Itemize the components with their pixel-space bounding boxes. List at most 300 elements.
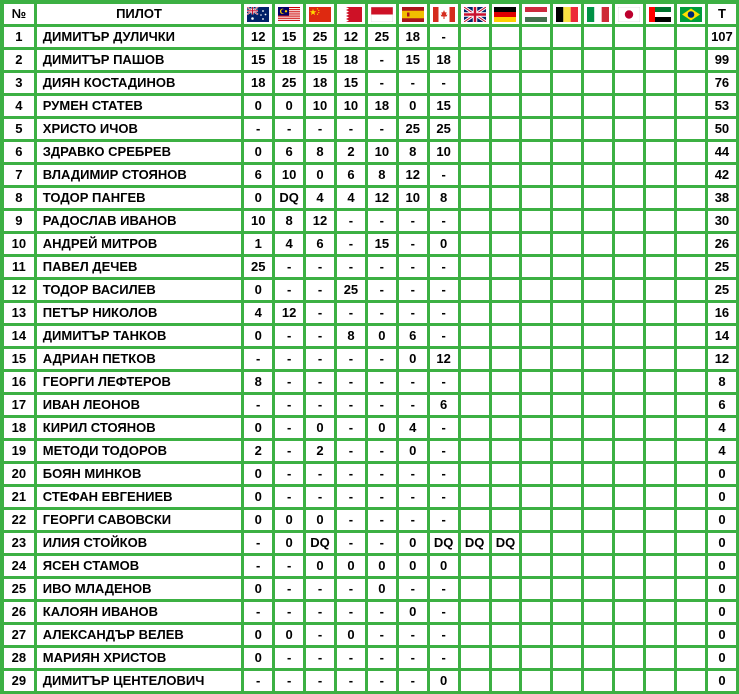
round-result: - <box>368 280 396 300</box>
table-row <box>4 50 736 70</box>
round-result <box>522 142 550 162</box>
round-result <box>646 510 674 530</box>
round-result <box>522 280 550 300</box>
round-result <box>553 50 581 70</box>
row-position: 22 <box>4 510 34 530</box>
flag-belgium-icon <box>556 7 578 22</box>
row-position: 23 <box>4 533 34 553</box>
round-result <box>584 464 612 484</box>
round-result <box>522 372 550 392</box>
header-round-2 <box>275 4 303 24</box>
round-result <box>615 303 643 323</box>
round-result <box>646 441 674 461</box>
round-result: 10 <box>244 211 272 231</box>
round-result <box>584 372 612 392</box>
round-result: - <box>275 464 303 484</box>
round-result <box>553 579 581 599</box>
table-row <box>4 579 736 599</box>
row-position: 6 <box>4 142 34 162</box>
round-result: 18 <box>430 50 458 70</box>
round-result <box>584 73 612 93</box>
round-result: - <box>244 395 272 415</box>
round-result <box>584 280 612 300</box>
round-result <box>522 602 550 622</box>
table-row <box>4 73 736 93</box>
round-result <box>584 648 612 668</box>
table-row <box>4 533 736 553</box>
round-result: 15 <box>306 50 334 70</box>
row-position: 8 <box>4 188 34 208</box>
round-result <box>584 487 612 507</box>
round-result <box>461 188 489 208</box>
round-result: 0 <box>244 142 272 162</box>
round-result: - <box>399 464 427 484</box>
round-result: - <box>430 648 458 668</box>
round-result <box>492 441 520 461</box>
row-position: 28 <box>4 648 34 668</box>
row-position: 12 <box>4 280 34 300</box>
round-result: - <box>368 510 396 530</box>
round-result: - <box>337 464 365 484</box>
round-result <box>646 625 674 645</box>
row-position: 26 <box>4 602 34 622</box>
pilot-name: ПАВЕЛ ДЕЧЕВ <box>37 257 241 277</box>
round-result: 4 <box>275 234 303 254</box>
round-result <box>461 119 489 139</box>
round-result: - <box>430 441 458 461</box>
pilot-name: ГЕОРГИ САВОВСКИ <box>37 510 241 530</box>
round-result <box>553 533 581 553</box>
round-result: 0 <box>244 464 272 484</box>
round-result: 15 <box>368 234 396 254</box>
round-result <box>553 211 581 231</box>
round-result <box>677 119 705 139</box>
flag-japan-icon <box>618 7 640 22</box>
row-total: 25 <box>708 257 736 277</box>
round-result <box>615 602 643 622</box>
round-result: 8 <box>368 165 396 185</box>
round-result <box>522 50 550 70</box>
round-result <box>677 257 705 277</box>
round-result: - <box>399 579 427 599</box>
round-result <box>646 487 674 507</box>
round-result: - <box>430 602 458 622</box>
round-result: - <box>399 280 427 300</box>
round-result <box>677 234 705 254</box>
row-position: 14 <box>4 326 34 346</box>
round-result: - <box>399 625 427 645</box>
round-result <box>522 648 550 668</box>
round-result <box>584 602 612 622</box>
round-result <box>584 671 612 691</box>
round-result <box>646 326 674 346</box>
round-result <box>584 119 612 139</box>
row-position: 1 <box>4 27 34 47</box>
round-result <box>584 142 612 162</box>
round-result <box>677 418 705 438</box>
table-row <box>4 372 736 392</box>
round-result: - <box>306 464 334 484</box>
round-result: 15 <box>244 50 272 70</box>
round-result <box>615 349 643 369</box>
round-result: - <box>337 303 365 323</box>
round-result: - <box>337 510 365 530</box>
round-result <box>522 441 550 461</box>
round-result: - <box>275 372 303 392</box>
row-total: 0 <box>708 510 736 530</box>
round-result: - <box>399 73 427 93</box>
flag-spain-icon <box>402 7 424 22</box>
round-result <box>492 510 520 530</box>
round-result: - <box>244 349 272 369</box>
round-result: 12 <box>399 165 427 185</box>
round-result: - <box>337 234 365 254</box>
round-result: - <box>275 556 303 576</box>
round-result: 0 <box>306 556 334 576</box>
round-result <box>615 533 643 553</box>
round-result: 0 <box>399 533 427 553</box>
round-result: - <box>275 441 303 461</box>
round-result <box>584 556 612 576</box>
round-result <box>461 464 489 484</box>
round-result <box>677 556 705 576</box>
round-result <box>461 579 489 599</box>
round-result: - <box>275 349 303 369</box>
pilot-name: ТОДОР ВАСИЛЕВ <box>37 280 241 300</box>
row-position: 15 <box>4 349 34 369</box>
round-result: - <box>306 671 334 691</box>
round-result <box>584 326 612 346</box>
round-result <box>615 96 643 116</box>
row-total: 8 <box>708 372 736 392</box>
flag-uk-icon <box>464 7 486 22</box>
round-result <box>553 648 581 668</box>
round-result <box>553 234 581 254</box>
round-result <box>492 556 520 576</box>
round-result <box>461 303 489 323</box>
round-result: 0 <box>368 556 396 576</box>
row-total: 99 <box>708 50 736 70</box>
round-result: - <box>368 602 396 622</box>
row-total: 38 <box>708 188 736 208</box>
round-result <box>584 303 612 323</box>
header-pilot: ПИЛОТ <box>37 4 241 24</box>
round-result <box>615 257 643 277</box>
row-total: 4 <box>708 418 736 438</box>
round-result: - <box>430 418 458 438</box>
round-result <box>492 671 520 691</box>
round-result <box>615 510 643 530</box>
row-total: 0 <box>708 579 736 599</box>
round-result: - <box>430 165 458 185</box>
round-result <box>461 326 489 346</box>
round-result <box>584 533 612 553</box>
table-row <box>4 165 736 185</box>
round-result: 25 <box>368 27 396 47</box>
round-result <box>461 50 489 70</box>
round-result: 0 <box>244 648 272 668</box>
round-result: - <box>275 671 303 691</box>
round-result <box>646 142 674 162</box>
round-result <box>522 27 550 47</box>
round-result <box>615 119 643 139</box>
row-position: 18 <box>4 418 34 438</box>
round-result: DQ <box>461 533 489 553</box>
round-result: 2 <box>244 441 272 461</box>
round-result: - <box>337 487 365 507</box>
round-result: - <box>368 211 396 231</box>
round-result: - <box>275 280 303 300</box>
round-result: - <box>368 395 396 415</box>
round-result: - <box>337 395 365 415</box>
table-row <box>4 648 736 668</box>
pilot-name: АНДРЕЙ МИТРОВ <box>37 234 241 254</box>
row-position: 7 <box>4 165 34 185</box>
round-result <box>553 280 581 300</box>
round-result <box>677 211 705 231</box>
round-result <box>522 188 550 208</box>
round-result <box>677 50 705 70</box>
round-result: 0 <box>244 487 272 507</box>
round-result <box>677 303 705 323</box>
round-result <box>461 418 489 438</box>
round-result <box>522 349 550 369</box>
round-result: - <box>430 487 458 507</box>
table-row <box>4 280 736 300</box>
round-result: - <box>244 119 272 139</box>
round-result: 25 <box>399 119 427 139</box>
pilot-name: ВЛАДИМИР СТОЯНОВ <box>37 165 241 185</box>
round-result <box>646 372 674 392</box>
pilot-name: РУМЕН СТАТЕВ <box>37 96 241 116</box>
round-result: 4 <box>337 188 365 208</box>
table-row <box>4 303 736 323</box>
round-result: 10 <box>275 165 303 185</box>
round-result: - <box>337 441 365 461</box>
round-result <box>646 533 674 553</box>
round-result: - <box>399 234 427 254</box>
round-result <box>584 188 612 208</box>
round-result: - <box>337 418 365 438</box>
round-result <box>553 142 581 162</box>
round-result: 8 <box>275 211 303 231</box>
round-result: - <box>399 648 427 668</box>
pilot-name: ГЕОРГИ ЛЕФТЕРОВ <box>37 372 241 392</box>
flag-hungary-icon <box>525 7 547 22</box>
round-result <box>522 625 550 645</box>
round-result: - <box>430 625 458 645</box>
round-result <box>615 464 643 484</box>
round-result <box>584 510 612 530</box>
round-result <box>461 671 489 691</box>
header-total: T <box>708 4 736 24</box>
round-result: 0 <box>399 96 427 116</box>
round-result <box>553 625 581 645</box>
round-result: 18 <box>368 96 396 116</box>
round-result: 0 <box>244 418 272 438</box>
round-result <box>615 211 643 231</box>
row-total: 42 <box>708 165 736 185</box>
round-result: - <box>275 257 303 277</box>
round-result <box>646 671 674 691</box>
round-result <box>522 418 550 438</box>
round-result <box>522 96 550 116</box>
round-result: 0 <box>430 234 458 254</box>
round-result <box>677 280 705 300</box>
row-position: 21 <box>4 487 34 507</box>
round-result <box>461 349 489 369</box>
header-round-11 <box>553 4 581 24</box>
round-result <box>492 579 520 599</box>
row-total: 0 <box>708 602 736 622</box>
round-result <box>615 556 643 576</box>
round-result: - <box>337 648 365 668</box>
round-result <box>677 602 705 622</box>
round-result: 4 <box>306 188 334 208</box>
round-result <box>553 395 581 415</box>
pilot-name: ИВО МЛАДЕНОВ <box>37 579 241 599</box>
round-result: - <box>368 441 396 461</box>
round-result <box>492 165 520 185</box>
round-result: - <box>368 73 396 93</box>
round-result: 0 <box>275 510 303 530</box>
round-result: - <box>368 487 396 507</box>
round-result <box>553 349 581 369</box>
pilot-name: ДИМИТЪР ЦЕНТЕЛОВИЧ <box>37 671 241 691</box>
flag-brazil-icon <box>680 7 702 22</box>
round-result: 0 <box>244 510 272 530</box>
round-result: - <box>430 510 458 530</box>
row-position: 27 <box>4 625 34 645</box>
flag-australia-icon <box>247 7 269 22</box>
round-result <box>646 234 674 254</box>
round-result <box>492 188 520 208</box>
header-round-9 <box>492 4 520 24</box>
round-result <box>615 372 643 392</box>
round-result <box>492 602 520 622</box>
table-row <box>4 510 736 530</box>
round-result: - <box>368 372 396 392</box>
round-result: - <box>368 464 396 484</box>
round-result <box>461 625 489 645</box>
round-result <box>492 50 520 70</box>
round-result <box>522 257 550 277</box>
round-result <box>553 602 581 622</box>
table-row <box>4 211 736 231</box>
round-result: 0 <box>306 418 334 438</box>
row-total: 0 <box>708 648 736 668</box>
round-result <box>646 257 674 277</box>
round-result: - <box>430 464 458 484</box>
round-result: - <box>337 119 365 139</box>
round-result <box>584 257 612 277</box>
round-result: 0 <box>275 533 303 553</box>
round-result: 8 <box>306 142 334 162</box>
header-round-8 <box>461 4 489 24</box>
round-result: 4 <box>244 303 272 323</box>
round-result <box>615 648 643 668</box>
row-position: 5 <box>4 119 34 139</box>
round-result: 12 <box>430 349 458 369</box>
pilot-name: АДРИАН ПЕТКОВ <box>37 349 241 369</box>
round-result: - <box>275 395 303 415</box>
round-result: - <box>399 671 427 691</box>
round-result <box>461 556 489 576</box>
round-result <box>492 119 520 139</box>
pilot-name: ХРИСТО ИЧОВ <box>37 119 241 139</box>
round-result <box>461 234 489 254</box>
round-result <box>677 165 705 185</box>
round-result <box>492 142 520 162</box>
round-result: 18 <box>275 50 303 70</box>
round-result: 10 <box>399 188 427 208</box>
row-total: 6 <box>708 395 736 415</box>
round-result: - <box>306 579 334 599</box>
pilot-name: ЯСЕН СТАМОВ <box>37 556 241 576</box>
round-result: - <box>430 280 458 300</box>
table-row <box>4 625 736 645</box>
round-result <box>615 487 643 507</box>
round-result: - <box>244 602 272 622</box>
round-result <box>492 395 520 415</box>
pilot-name: ПЕТЪР НИКОЛОВ <box>37 303 241 323</box>
row-position: 17 <box>4 395 34 415</box>
table-row <box>4 487 736 507</box>
round-result <box>553 487 581 507</box>
row-total: 12 <box>708 349 736 369</box>
round-result <box>615 625 643 645</box>
round-result <box>461 142 489 162</box>
round-result <box>677 73 705 93</box>
table-row <box>4 234 736 254</box>
round-result: - <box>399 372 427 392</box>
round-result <box>615 326 643 346</box>
round-result: - <box>244 671 272 691</box>
round-result <box>646 303 674 323</box>
round-result: 12 <box>244 27 272 47</box>
round-result: 12 <box>275 303 303 323</box>
round-result <box>646 464 674 484</box>
pilot-name: ДИМИТЪР ТАНКОВ <box>37 326 241 346</box>
round-result <box>553 441 581 461</box>
table-row <box>4 27 736 47</box>
round-result <box>615 280 643 300</box>
round-result <box>553 510 581 530</box>
round-result <box>492 372 520 392</box>
round-result: - <box>399 257 427 277</box>
round-result: 25 <box>430 119 458 139</box>
round-result <box>615 165 643 185</box>
round-result <box>677 27 705 47</box>
header-round-10 <box>522 4 550 24</box>
round-result <box>461 280 489 300</box>
table-row <box>4 257 736 277</box>
round-result: 0 <box>337 556 365 576</box>
pilot-name: ДИМИТЪР ПАШОВ <box>37 50 241 70</box>
round-result: - <box>368 671 396 691</box>
round-result: - <box>275 418 303 438</box>
round-result <box>584 96 612 116</box>
round-result <box>461 257 489 277</box>
round-result <box>677 671 705 691</box>
round-result <box>615 671 643 691</box>
round-result: 0 <box>244 96 272 116</box>
round-result <box>646 648 674 668</box>
header-round-4 <box>337 4 365 24</box>
pilot-name: ИЛИЯ СТОЙКОВ <box>37 533 241 553</box>
row-total: 14 <box>708 326 736 346</box>
round-result <box>646 27 674 47</box>
